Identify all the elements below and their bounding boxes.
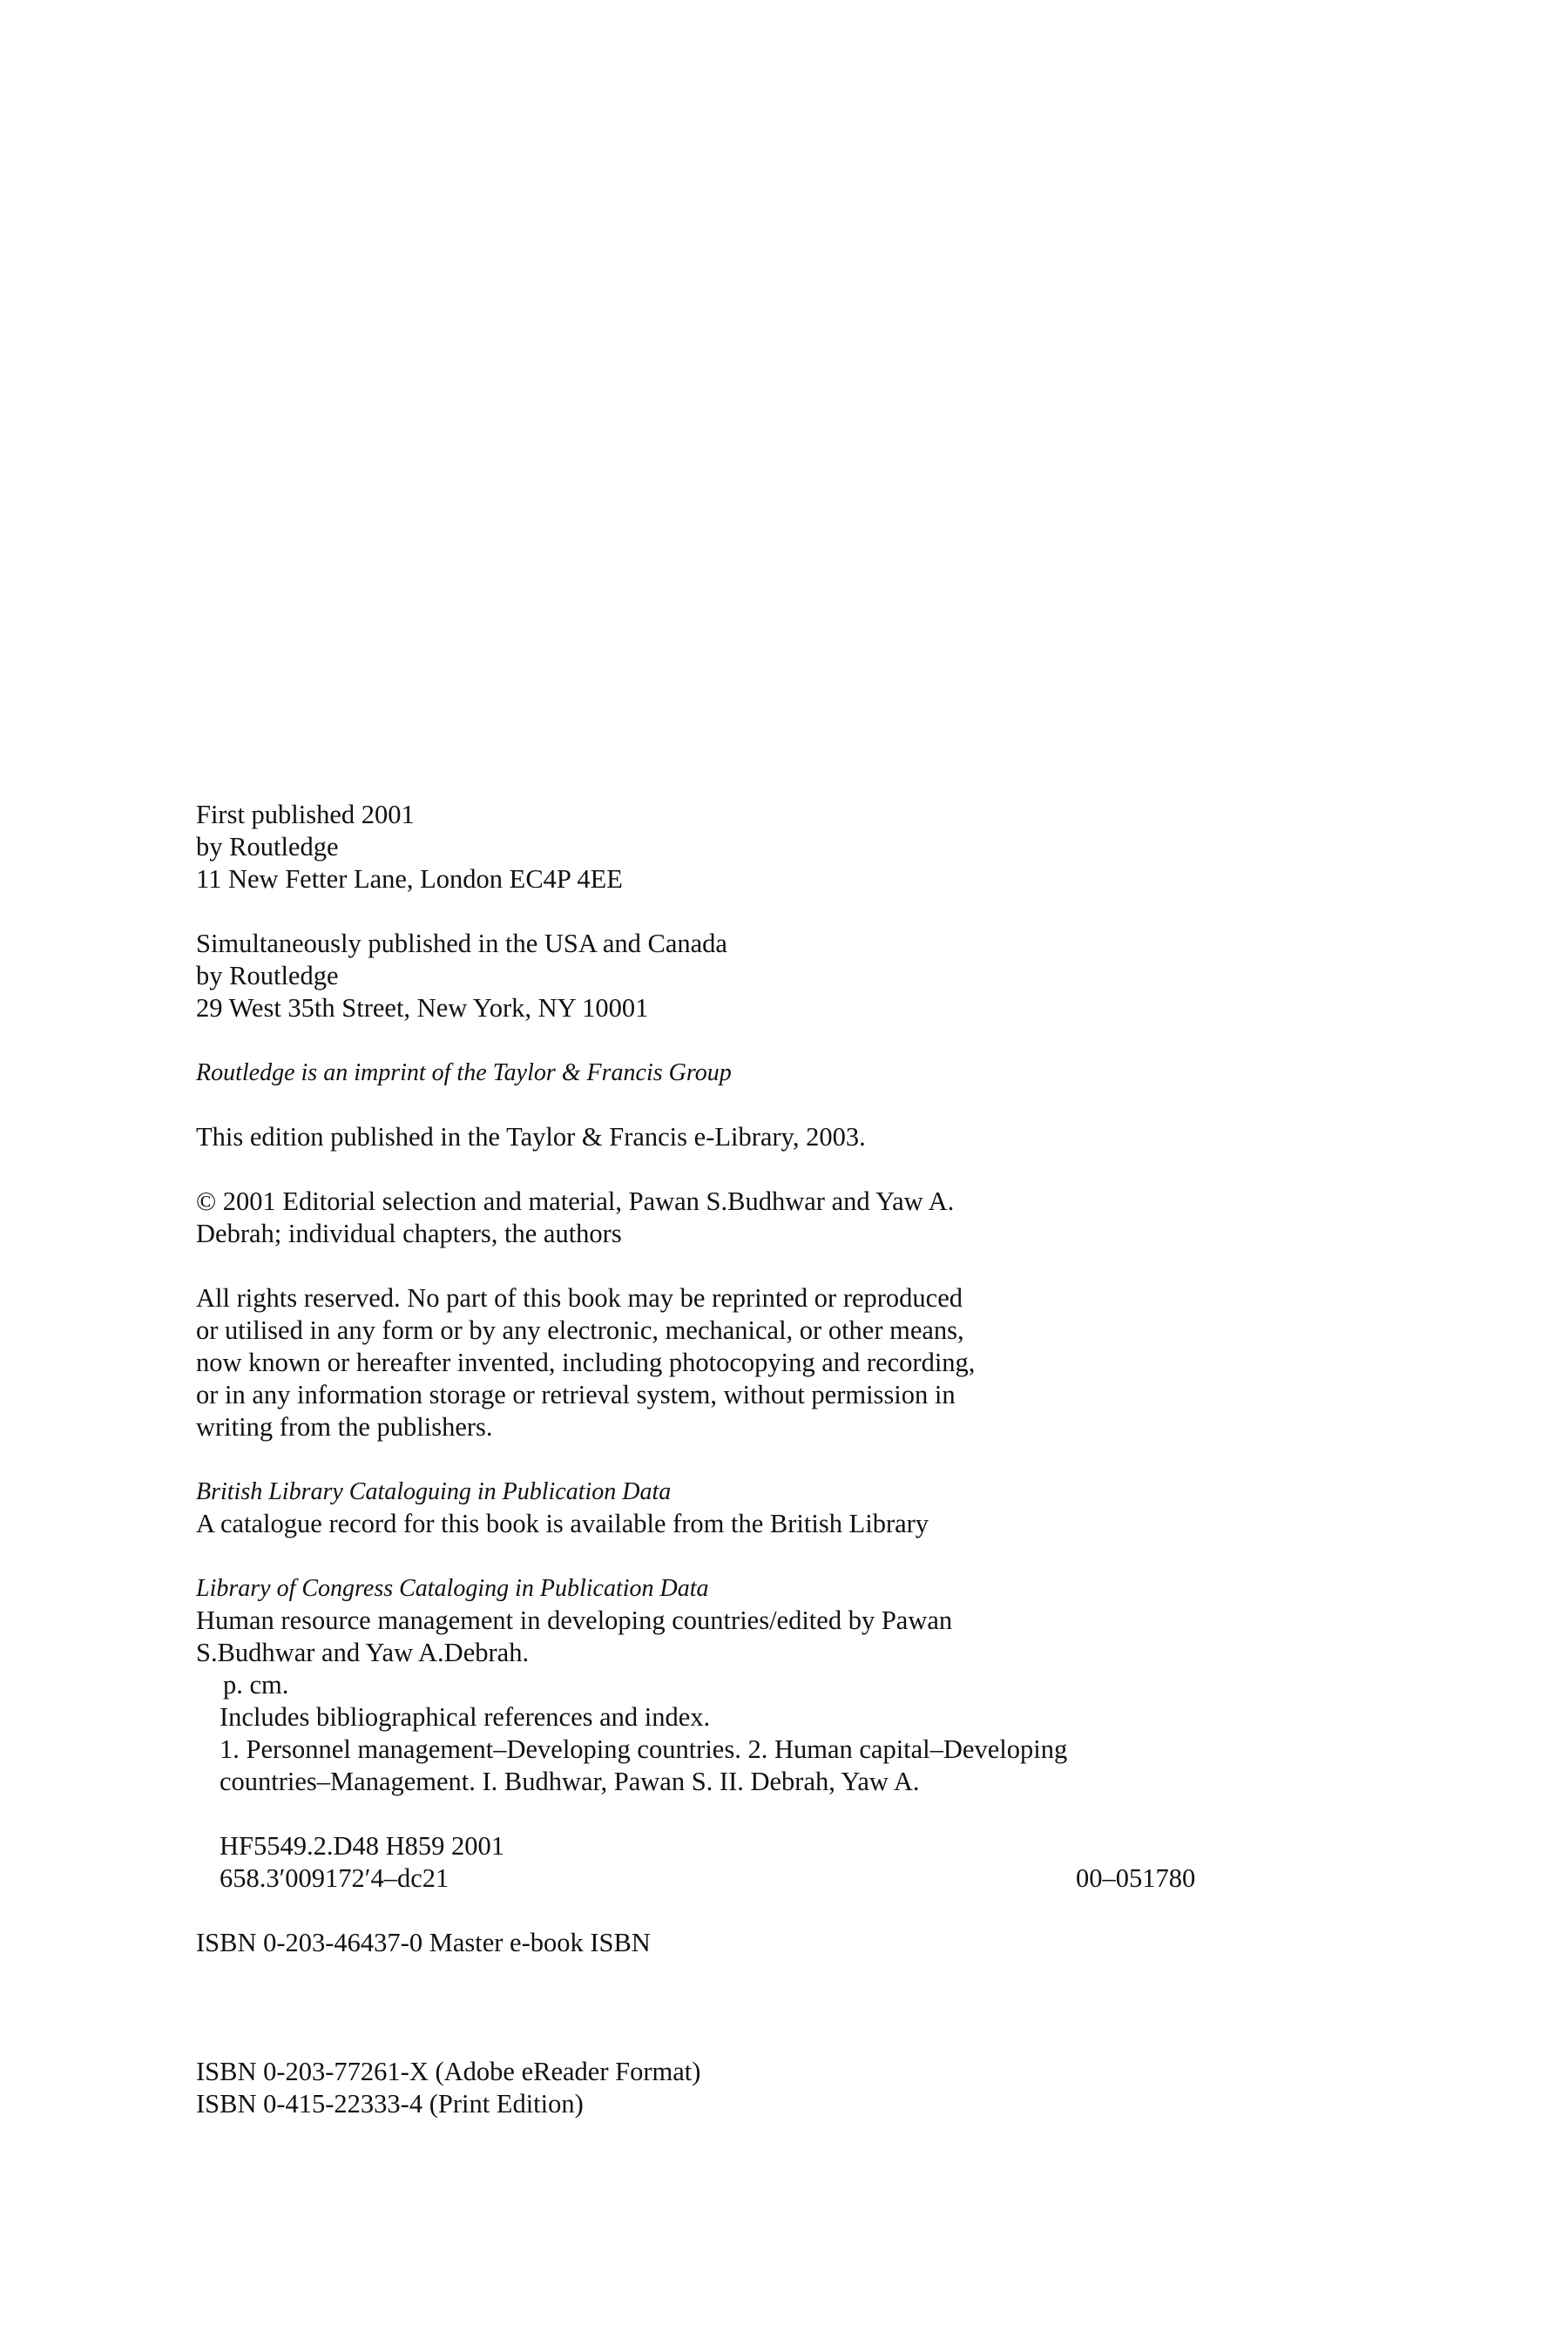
copyright-page [196,799,1259,2120]
rights-line-1: All rights reserved. No part of this book may be reprinted or reproduced [196,1283,963,1313]
copyright-line-1: © 2001 Editorial selection and material, Pawan S.Budhwar and Yaw A. [196,1186,955,1216]
loc-title-line-2: S.Budhwar and Yaw A.Debrah. [196,1638,530,1667]
rights-line-2: or utilised in any form or by any electronic, mechanical, or other means, [196,1315,964,1345]
edition-note: This edition published in the Taylor & Francis e-Library, 2003. [196,1122,866,1152]
isbn-master: ISBN 0-203-46437-0 Master e-book ISBN [196,1928,651,1957]
loc-heading: Library of Congress Cataloging in Publication Data [196,1575,709,1602]
loc-subjects-2: countries–Management. I. Budhwar, Pawan S. II. Debrah, Yaw A. [220,1767,920,1796]
imprint-note: Routledge is an imprint of the Taylor & Francis Group [196,1059,732,1086]
rights-line-4: or in any information storage or retrieval system, without permission in [196,1380,956,1409]
loc-lccn: 00–051780 [1076,1863,1196,1893]
british-library-heading: British Library Cataloguing in Publication Data [196,1478,672,1505]
publisher-1: by Routledge [196,832,339,862]
loc-title-line-1: Human resource management in developing countries/edited by Pawan [196,1605,953,1635]
simultaneous-publication: Simultaneously published in the USA and Canada [196,929,727,958]
isbn-adobe: ISBN 0-203-77261-X (Adobe eReader Format) [196,2057,701,2086]
publisher-2: by Routledge [196,961,339,990]
loc-dewey: 658.3′009172′4–dc21 [220,1863,449,1893]
publisher-address-1: 11 New Fetter Lane, London EC4P 4EE [196,864,623,894]
first-published: First published 2001 [196,800,415,829]
british-library-text: A catalogue record for this book is available from the British Library [196,1509,929,1538]
publisher-address-2: 29 West 35th Street, New York, NY 10001 [196,993,649,1023]
rights-line-3: now known or hereafter invented, including photocopying and recording, [196,1348,976,1377]
rights-line-5: writing from the publishers. [196,1412,493,1442]
loc-subjects-1: 1. Personnel management–Developing countries. 2. Human capital–Developing [220,1734,1068,1764]
copyright-line-2: Debrah; individual chapters, the authors [196,1219,622,1248]
loc-call-number: HF5549.2.D48 H859 2001 [220,1831,505,1861]
loc-dewey-row [196,1862,1259,1895]
loc-pages: p. cm. [223,1670,289,1700]
isbn-print: ISBN 0-415-22333-4 (Print Edition) [196,2089,584,2119]
loc-includes: Includes bibliographical references and index. [220,1702,711,1732]
